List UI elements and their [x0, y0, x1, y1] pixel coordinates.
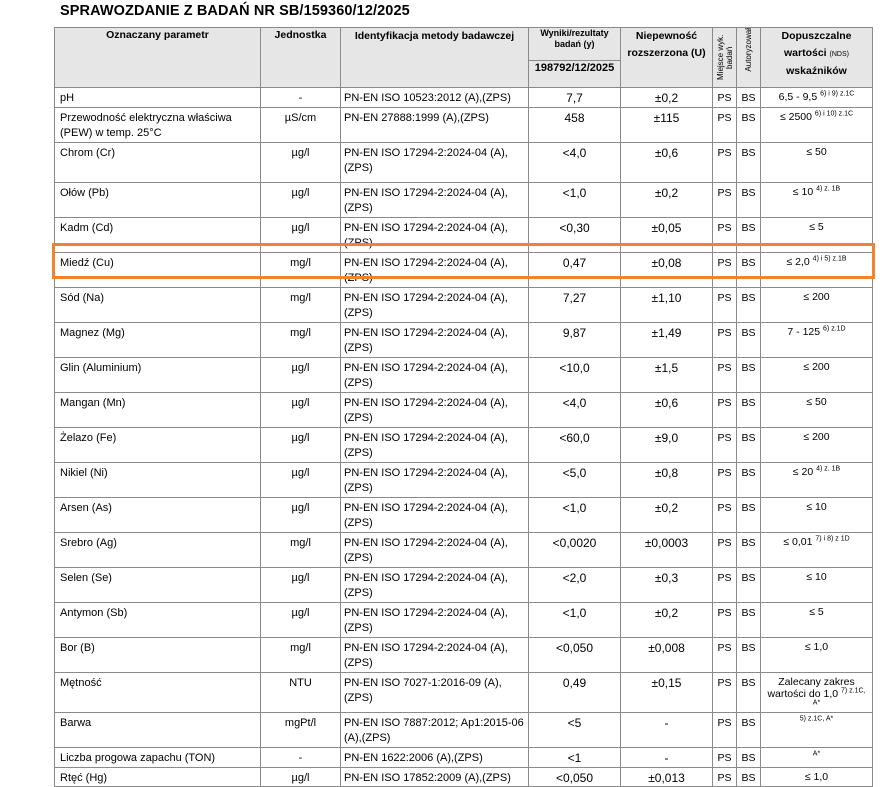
limit-value: 7 - 125 — [787, 326, 821, 338]
param-cell: Magnez (Mg) — [55, 323, 261, 358]
authorized-cell: BS — [737, 748, 761, 768]
method-cell: PN-EN 27888:1999 (A),(ZPS) — [341, 108, 529, 143]
method-cell: PN-EN ISO 17294-2:2024-04 (A),(ZPS) — [341, 393, 529, 428]
place-cell: PS — [713, 463, 737, 498]
uncertainty-cell: ±0,2 — [621, 603, 713, 638]
uncertainty-cell: ±0,008 — [621, 638, 713, 673]
place-cell: PS — [713, 108, 737, 143]
method-cell: PN-EN ISO 17294-2:2024-04 (A),(ZPS) — [341, 568, 529, 603]
place-cell: PS — [713, 393, 737, 428]
result-cell: <0,050 — [529, 768, 621, 787]
result-cell: <1,0 — [529, 498, 621, 533]
place-cell: PS — [713, 88, 737, 108]
limit-value: ≤ 10 — [806, 501, 827, 513]
authorized-cell: BS — [737, 108, 761, 143]
limit-cell — [761, 143, 873, 183]
param-cell: Rtęć (Hg) — [55, 768, 261, 787]
result-cell: 0,47 — [529, 253, 621, 288]
limit-value: ≤ 50 — [806, 146, 827, 158]
unit-cell: µg/l — [261, 358, 341, 393]
param-cell: Żelazo (Fe) — [55, 428, 261, 463]
place-cell: PS — [713, 183, 737, 218]
param-cell: Glin (Aluminium) — [55, 358, 261, 393]
uncertainty-cell: ±1,5 — [621, 358, 713, 393]
limit-cell — [761, 713, 873, 748]
limit-cell — [761, 288, 873, 323]
header-place — [713, 28, 737, 88]
result-cell: <2,0 — [529, 568, 621, 603]
table-row — [55, 768, 873, 787]
limit-footnote: A* — [812, 750, 821, 758]
param-cell: Ołów (Pb) — [55, 183, 261, 218]
result-cell: 0,49 — [529, 673, 621, 713]
table-row — [55, 463, 873, 498]
method-cell: PN-EN ISO 17294-2:2024-04 (A),(ZPS) — [341, 183, 529, 218]
authorized-cell: BS — [737, 568, 761, 603]
limit-footnote: 6) i 10) z.1C — [814, 110, 854, 118]
limit-value: ≤ 10 — [792, 186, 814, 198]
table-row — [55, 323, 873, 358]
authorized-cell: BS — [737, 393, 761, 428]
limit-value: Zalecany zakres wartości do 1,0 — [767, 676, 855, 700]
uncertainty-cell: ±0,013 — [621, 768, 713, 787]
place-cell: PS — [713, 673, 737, 713]
limit-value: ≤ 10 — [806, 571, 827, 583]
limit-cell — [761, 568, 873, 603]
header-limits-main: Dopuszczalne wartości — [781, 30, 852, 59]
limit-cell — [761, 748, 873, 768]
method-cell: PN-EN ISO 17294-2:2024-04 (A),(ZPS) — [341, 638, 529, 673]
method-cell: PN-EN ISO 17294-2:2024-04 (A),(ZPS) — [341, 358, 529, 393]
table-row — [55, 533, 873, 568]
uncertainty-cell: ±0,2 — [621, 498, 713, 533]
result-cell: <0,0020 — [529, 533, 621, 568]
param-cell: Mangan (Mn) — [55, 393, 261, 428]
limit-cell — [761, 673, 873, 713]
limit-cell — [761, 768, 873, 787]
result-cell: <10,0 — [529, 358, 621, 393]
table-row — [55, 88, 873, 108]
place-cell: PS — [713, 288, 737, 323]
unit-cell: µg/l — [261, 603, 341, 638]
header-limits-nds: (NDS) — [829, 51, 849, 58]
header-param: Oznaczany parametr — [55, 28, 261, 88]
param-cell: Chrom (Cr) — [55, 143, 261, 183]
table-row — [55, 638, 873, 673]
param-cell: Selen (Se) — [55, 568, 261, 603]
limit-cell — [761, 108, 873, 143]
result-cell: 7,27 — [529, 288, 621, 323]
place-cell: PS — [713, 603, 737, 638]
unit-cell: µg/l — [261, 463, 341, 498]
limit-cell — [761, 323, 873, 358]
limit-footnote: 4) z. 1B — [816, 465, 841, 473]
authorized-cell: BS — [737, 288, 761, 323]
uncertainty-cell: ±0,8 — [621, 463, 713, 498]
method-cell: PN-EN ISO 10523:2012 (A),(ZPS) — [341, 88, 529, 108]
unit-cell: - — [261, 748, 341, 768]
place-cell: PS — [713, 498, 737, 533]
limit-value: ≤ 5 — [809, 221, 824, 233]
result-cell: <0,30 — [529, 218, 621, 253]
table-row — [55, 183, 873, 218]
limit-cell — [761, 638, 873, 673]
unit-cell: µg/l — [261, 428, 341, 463]
header-uncertainty: Niepewność rozszerzona (U) — [621, 28, 713, 88]
authorized-cell: BS — [737, 638, 761, 673]
uncertainty-cell: ±1,49 — [621, 323, 713, 358]
method-cell: PN-EN ISO 17294-2:2024-04 (A),(ZPS) — [341, 253, 529, 288]
uncertainty-cell: ±0,15 — [621, 673, 713, 713]
table-row — [55, 713, 873, 748]
limit-footnote: 7) z.1C, A* — [812, 687, 866, 707]
uncertainty-cell: ±1,10 — [621, 288, 713, 323]
place-cell: PS — [713, 253, 737, 288]
unit-cell: µg/l — [261, 393, 341, 428]
authorized-cell: BS — [737, 253, 761, 288]
result-cell: 7,7 — [529, 88, 621, 108]
authorized-cell: BS — [737, 218, 761, 253]
limit-footnote: 7) i 8) z 1D — [815, 535, 850, 543]
table-row — [55, 748, 873, 768]
result-cell: <4,0 — [529, 143, 621, 183]
uncertainty-cell: - — [621, 748, 713, 768]
table-row — [55, 108, 873, 143]
param-cell: Srebro (Ag) — [55, 533, 261, 568]
uncertainty-cell: ±0,6 — [621, 393, 713, 428]
param-cell: Antymon (Sb) — [55, 603, 261, 638]
authorized-cell: BS — [737, 428, 761, 463]
header-sample-id: 198792/12/2025 — [529, 61, 621, 88]
limit-value: ≤ 1,0 — [804, 771, 829, 783]
limit-value: ≤ 5 — [809, 606, 824, 618]
result-cell: <1,0 — [529, 183, 621, 218]
authorized-cell: BS — [737, 713, 761, 748]
place-cell: PS — [713, 768, 737, 787]
place-cell: PS — [713, 143, 737, 183]
method-cell: PN-EN ISO 17294-2:2024-04 (A),(ZPS) — [341, 533, 529, 568]
table-row — [55, 358, 873, 393]
uncertainty-cell: ±0,2 — [621, 183, 713, 218]
uncertainty-cell: ±0,6 — [621, 143, 713, 183]
limit-cell — [761, 358, 873, 393]
method-cell: PN-EN ISO 17294-2:2024-04 (A),(ZPS) — [341, 498, 529, 533]
place-cell: PS — [713, 323, 737, 358]
place-cell: PS — [713, 533, 737, 568]
method-cell: PN-EN ISO 17294-2:2024-04 (A),(ZPS) — [341, 428, 529, 463]
param-cell: Barwa — [55, 713, 261, 748]
limit-value: 6,5 - 9,5 — [778, 91, 818, 103]
limit-footnote: 4) z. 1B — [816, 185, 841, 193]
table-row — [55, 143, 873, 183]
limit-cell — [761, 253, 873, 288]
method-cell: PN-EN ISO 17294-2:2024-04 (A),(ZPS) — [341, 323, 529, 358]
limit-value: ≤ 2,0 — [786, 256, 810, 268]
uncertainty-cell: ±0,2 — [621, 88, 713, 108]
authorized-cell: BS — [737, 603, 761, 638]
limit-cell — [761, 428, 873, 463]
method-cell: PN-EN 1622:2006 (A),(ZPS) — [341, 748, 529, 768]
uncertainty-cell: ±0,05 — [621, 218, 713, 253]
authorized-cell: BS — [737, 143, 761, 183]
param-cell: Kadm (Cd) — [55, 218, 261, 253]
header-authorized-text: Autoryzował — [744, 28, 753, 72]
uncertainty-cell: ±0,0003 — [621, 533, 713, 568]
authorized-cell: BS — [737, 183, 761, 218]
unit-cell: NTU — [261, 673, 341, 713]
result-cell: <5,0 — [529, 463, 621, 498]
unit-cell: µg/l — [261, 768, 341, 787]
unit-cell: - — [261, 88, 341, 108]
param-cell: Liczba progowa zapachu (TON) — [55, 748, 261, 768]
place-cell: PS — [713, 428, 737, 463]
header-limits-sub: wskaźników — [786, 65, 847, 77]
result-cell: 458 — [529, 108, 621, 143]
param-cell: pH — [55, 88, 261, 108]
authorized-cell: BS — [737, 533, 761, 568]
authorized-cell: BS — [737, 673, 761, 713]
result-cell: <4,0 — [529, 393, 621, 428]
table-row — [55, 393, 873, 428]
result-cell: 9,87 — [529, 323, 621, 358]
unit-cell: mg/l — [261, 638, 341, 673]
unit-cell: mgPt/l — [261, 713, 341, 748]
result-cell: <5 — [529, 713, 621, 748]
limit-value: ≤ 50 — [806, 396, 827, 408]
result-cell: <1 — [529, 748, 621, 768]
param-cell: Bor (B) — [55, 638, 261, 673]
place-cell: PS — [713, 638, 737, 673]
table-row — [55, 218, 873, 253]
uncertainty-cell: ±9,0 — [621, 428, 713, 463]
authorized-cell: BS — [737, 498, 761, 533]
header-unit: Jednostka — [261, 28, 341, 88]
header-limits — [761, 28, 873, 88]
table-row — [55, 498, 873, 533]
uncertainty-cell: - — [621, 713, 713, 748]
results-table — [54, 27, 873, 787]
limit-value: ≤ 200 — [803, 291, 830, 303]
unit-cell: µg/l — [261, 183, 341, 218]
place-cell: PS — [713, 568, 737, 603]
limit-value: ≤ 1,0 — [804, 641, 829, 653]
param-cell: Przewodność elektryczna właściwa (PEW) w temp. 25°C — [55, 108, 261, 143]
authorized-cell: BS — [737, 463, 761, 498]
result-cell: <1,0 — [529, 603, 621, 638]
header-place-text: Miejsce wyk. badań — [715, 34, 734, 81]
param-cell: Sód (Na) — [55, 288, 261, 323]
authorized-cell: BS — [737, 323, 761, 358]
limit-footnote: 5) z.1C, A* — [799, 715, 834, 723]
limit-value: ≤ 2500 — [779, 111, 812, 123]
unit-cell: µg/l — [261, 568, 341, 603]
limit-cell — [761, 88, 873, 108]
header-method: Identyfikacja metody badawczej — [341, 28, 529, 88]
unit-cell: mg/l — [261, 288, 341, 323]
table-row — [55, 428, 873, 463]
param-cell: Nikiel (Ni) — [55, 463, 261, 498]
uncertainty-cell: ±0,3 — [621, 568, 713, 603]
param-cell: Mętność — [55, 673, 261, 713]
authorized-cell: BS — [737, 88, 761, 108]
limit-cell — [761, 463, 873, 498]
method-cell: PN-EN ISO 7027-1:2016-09 (A),(ZPS) — [341, 673, 529, 713]
limit-cell — [761, 603, 873, 638]
method-cell: PN-EN ISO 17294-2:2024-04 (A),(ZPS) — [341, 218, 529, 253]
method-cell: PN-EN ISO 7887:2012; Ap1:2015-06 (A),(ZPS) — [341, 713, 529, 748]
unit-cell: mg/l — [261, 533, 341, 568]
method-cell: PN-EN ISO 17294-2:2024-04 (A),(ZPS) — [341, 603, 529, 638]
place-cell: PS — [713, 218, 737, 253]
place-cell: PS — [713, 713, 737, 748]
limit-cell — [761, 393, 873, 428]
method-cell: PN-EN ISO 17294-2:2024-04 (A),(ZPS) — [341, 288, 529, 323]
result-cell: <0,050 — [529, 638, 621, 673]
limit-cell — [761, 183, 873, 218]
limit-value: ≤ 20 — [792, 466, 814, 478]
limit-cell — [761, 218, 873, 253]
place-cell: PS — [713, 748, 737, 768]
unit-cell: µg/l — [261, 218, 341, 253]
unit-cell: µg/l — [261, 498, 341, 533]
unit-cell: mg/l — [261, 323, 341, 358]
limit-footnote: 4) i 5) z.1B — [812, 255, 847, 263]
limit-value: ≤ 0,01 — [783, 536, 813, 548]
uncertainty-cell: ±115 — [621, 108, 713, 143]
uncertainty-cell: ±0,08 — [621, 253, 713, 288]
unit-cell: µS/cm — [261, 108, 341, 143]
authorized-cell: BS — [737, 358, 761, 393]
param-cell: Miedź (Cu) — [55, 253, 261, 288]
table-row — [55, 568, 873, 603]
limit-cell — [761, 498, 873, 533]
table-row — [55, 603, 873, 638]
param-cell: Arsen (As) — [55, 498, 261, 533]
limit-footnote: 6) z.1D — [823, 325, 846, 333]
header-authorized — [737, 28, 761, 88]
table-row — [55, 253, 873, 288]
method-cell: PN-EN ISO 17294-2:2024-04 (A),(ZPS) — [341, 463, 529, 498]
method-cell: PN-EN ISO 17294-2:2024-04 (A),(ZPS) — [341, 143, 529, 183]
table-row — [55, 673, 873, 713]
limit-footnote: 6) i 9) z.1C — [820, 90, 855, 98]
unit-cell: mg/l — [261, 253, 341, 288]
report-title: SPRAWOZDANIE Z BADAŃ NR SB/159360/12/2025 — [60, 3, 410, 19]
table-row — [55, 288, 873, 323]
limit-value: ≤ 200 — [803, 361, 830, 373]
limit-cell — [761, 533, 873, 568]
unit-cell: µg/l — [261, 143, 341, 183]
results-body — [55, 88, 873, 787]
header-results: Wyniki/rezultaty badań (y) — [529, 28, 621, 61]
method-cell: PN-EN ISO 17852:2009 (A),(ZPS) — [341, 768, 529, 787]
result-cell: <60,0 — [529, 428, 621, 463]
place-cell: PS — [713, 358, 737, 393]
authorized-cell: BS — [737, 768, 761, 787]
limit-value: ≤ 200 — [803, 431, 830, 443]
